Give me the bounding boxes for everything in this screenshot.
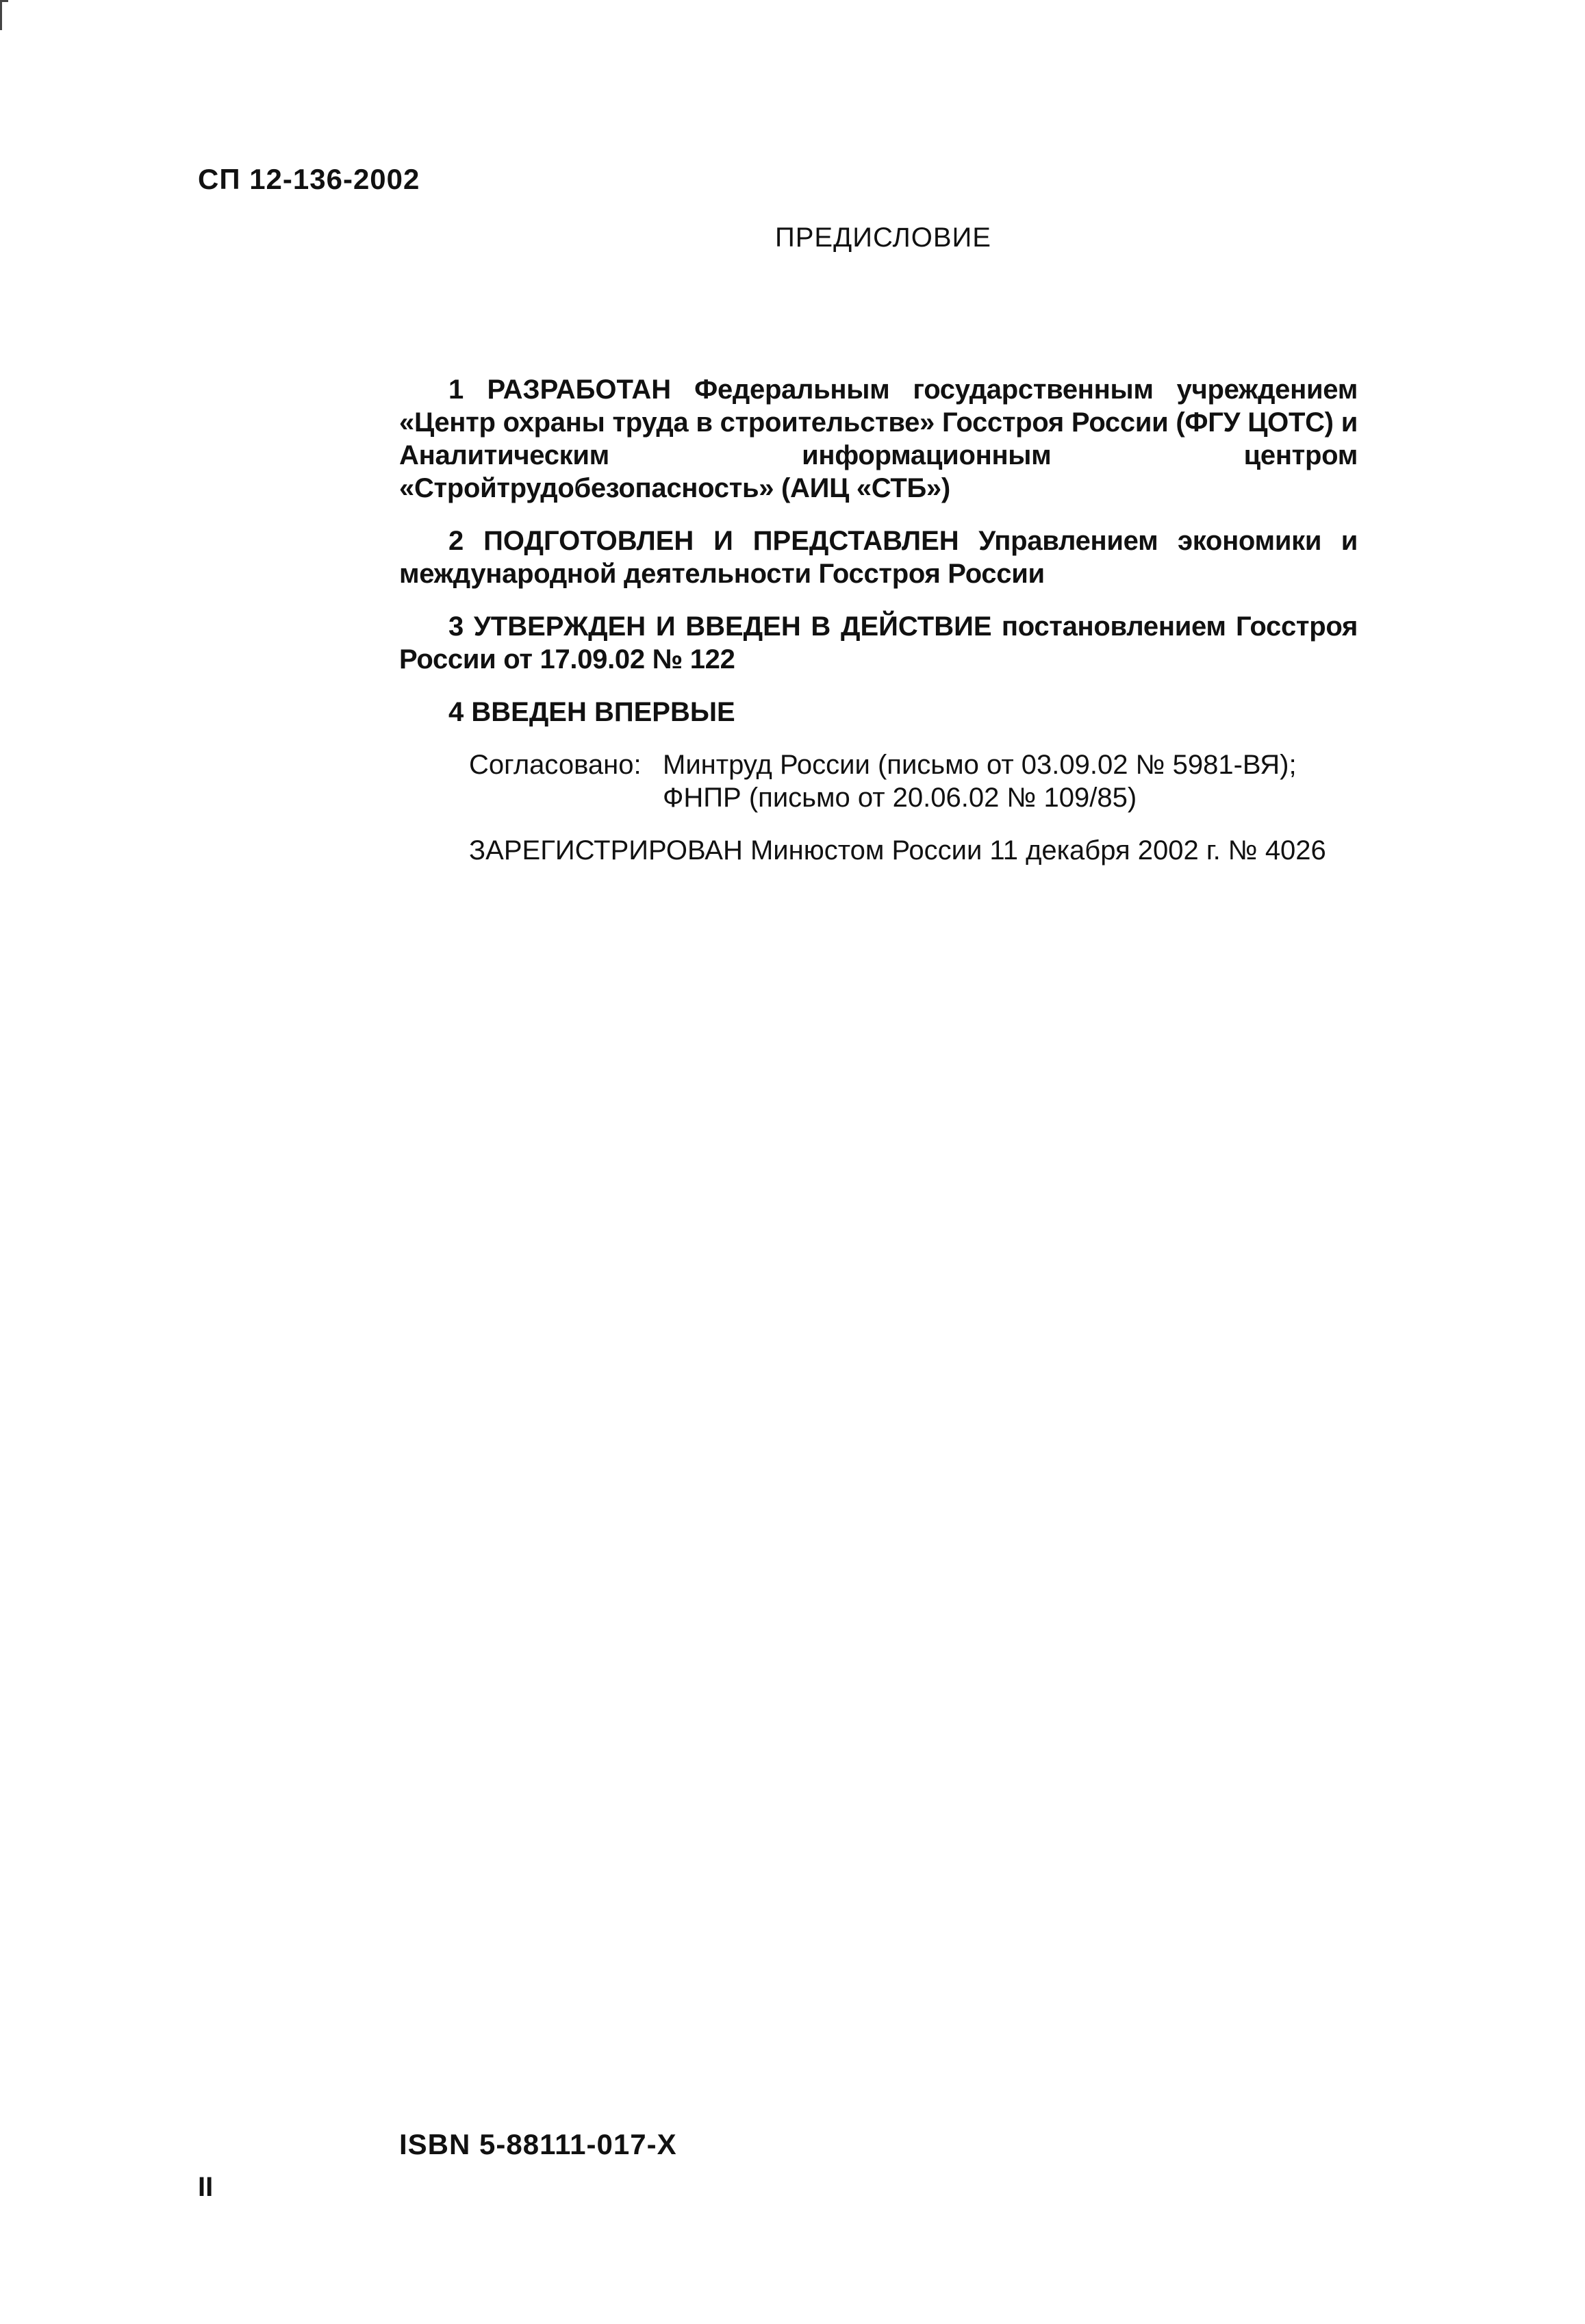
- preface-item-1: [399, 373, 1358, 505]
- approval-label: Согласовано:: [469, 750, 642, 780]
- approval-line: Минтруд России (письмо от 03.09.02 № 5981-ВЯ);: [663, 750, 1297, 780]
- preface-title: ПРЕДИСЛОВИЕ: [775, 223, 991, 253]
- preface-item-lead: 3 УТВЕРЖДЕН И ВВЕДЕН В ДЕЙСТВИЕ: [448, 611, 992, 642]
- page-number: II: [198, 2172, 214, 2202]
- isbn: ISBN 5-88111-017-X: [399, 2128, 677, 2160]
- registration-line: ЗАРЕГИСТРИРОВАН Минюстом России 11 декабря 2002 г. № 4026: [469, 835, 1326, 866]
- preface-item-text: постановлением Госстроя России от 17.09.02 № 122: [399, 611, 1358, 674]
- approval-lines: [663, 748, 1297, 814]
- preface-item-lead: 1 РАЗРАБОТАН: [448, 375, 672, 405]
- document-code: СП 12-136-2002: [198, 163, 420, 195]
- scan-corner-mark: [0, 0, 2, 30]
- preface-item-text: Федеральным государственным учреждением «Центр охраны труда в строительстве» Госстроя России (ФГУ ЦОТС) и Аналитическим информационным центром «Стройтрудобезопасность» (АИЦ «СТБ»): [399, 375, 1358, 503]
- preface-body: [399, 373, 1358, 867]
- approval-block: [469, 748, 1358, 814]
- preface-item-lead: 4 ВВЕДЕН ВПЕРВЫЕ: [448, 697, 735, 727]
- preface-item-text: Управлением экономики и международной деятельности Госстроя России: [399, 526, 1358, 589]
- preface-item-3: [399, 610, 1358, 676]
- approval-line: ФНПР (письмо от 20.06.02 № 109/85): [663, 783, 1137, 813]
- preface-item-4: [399, 696, 1358, 729]
- preface-item-lead: 2 ПОДГОТОВЛЕН И ПРЕДСТАВЛЕН: [448, 526, 959, 556]
- preface-item-2: [399, 525, 1358, 590]
